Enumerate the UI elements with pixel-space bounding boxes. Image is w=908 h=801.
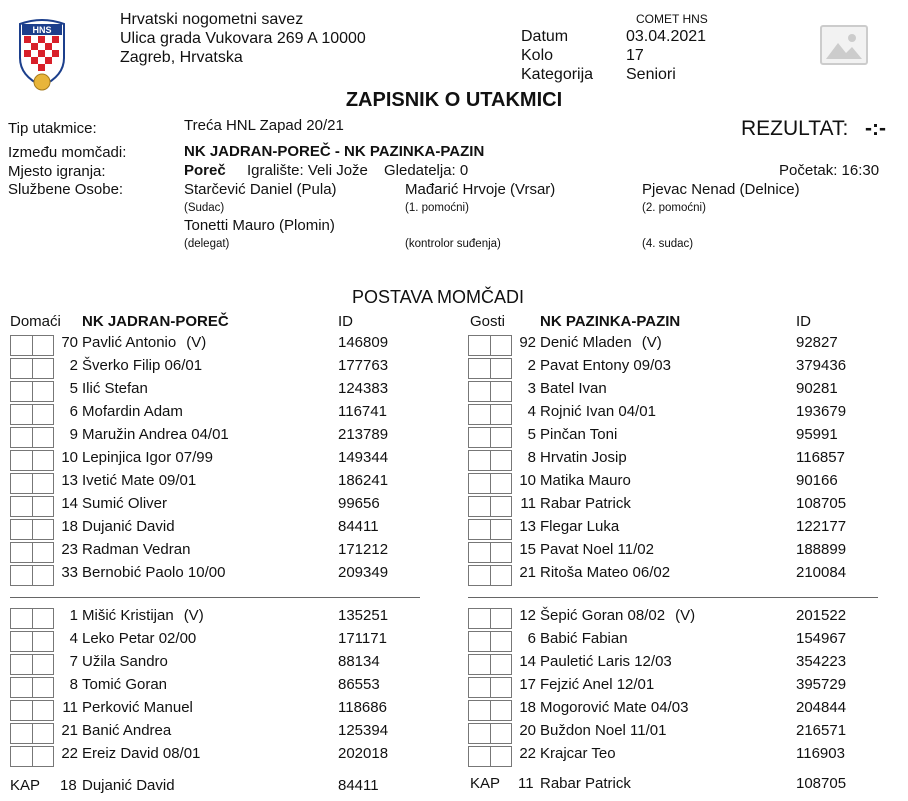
mark-box[interactable] [10, 677, 32, 698]
checkbox-pair[interactable] [10, 427, 54, 448]
player-id: 213789 [338, 426, 389, 443]
checkbox-pair[interactable] [10, 677, 54, 698]
mark-box[interactable] [468, 608, 490, 629]
player-suffix: (V) [675, 607, 696, 624]
checkbox-pair[interactable] [468, 427, 512, 448]
player-name: Ilić Stefan [82, 380, 148, 397]
mark-box[interactable] [32, 496, 54, 517]
mark-box[interactable] [32, 700, 54, 721]
player-id: 99656 [338, 495, 380, 512]
player-number: 11 [520, 495, 536, 512]
player-name: Banić Andrea [82, 722, 172, 739]
venue-label: Mjesto igranja: [8, 163, 106, 180]
mark-box[interactable] [10, 746, 32, 767]
checkbox-pair[interactable] [10, 700, 54, 721]
mark-box[interactable] [32, 335, 54, 356]
player-number: 33 [61, 564, 78, 581]
player-number: 4 [69, 630, 78, 647]
player-id: 95991 [796, 426, 838, 443]
category-value: Seniori [626, 66, 676, 83]
mark-box[interactable] [490, 608, 512, 629]
mark-box[interactable] [32, 723, 54, 744]
player-id: 116741 [338, 403, 387, 420]
mark-box[interactable] [32, 542, 54, 563]
player-number: 5 [527, 426, 536, 443]
mark-box[interactable] [468, 542, 490, 563]
player-name: Ereiz David 08/01 [82, 745, 201, 762]
player-number: 22 [61, 745, 78, 762]
player-id: 146809 [338, 334, 389, 351]
player-id: 171212 [338, 541, 389, 558]
player-name: Mofardin Adam [82, 403, 183, 420]
mark-box[interactable] [32, 450, 54, 471]
player-name: Lepinjica Igor 07/99 [82, 449, 213, 466]
player-id: 118686 [338, 699, 387, 716]
checkbox-pair[interactable] [10, 542, 54, 563]
player-number: 2 [527, 357, 536, 374]
image-placeholder-icon [820, 25, 868, 65]
player-id: 177763 [338, 357, 389, 374]
player-suffix: (V) [183, 607, 204, 624]
checkbox-pair[interactable] [468, 700, 512, 721]
player-name: Maružin Andrea 04/01 [82, 426, 229, 443]
checkbox-pair[interactable] [468, 473, 512, 494]
mark-box[interactable] [468, 427, 490, 448]
mark-box[interactable] [468, 677, 490, 698]
teams-label: Između momčadi: [8, 144, 127, 161]
player-id: 116857 [796, 449, 845, 466]
official-fourth-role: (4. sudac) [642, 238, 694, 250]
logo-letters: HNS [32, 25, 52, 35]
mark-box[interactable] [490, 542, 512, 563]
away-captain-number: 11 [518, 775, 534, 792]
player-id: 201522 [796, 607, 847, 624]
mark-box[interactable] [490, 381, 512, 402]
player-name: Denić Mladen [540, 334, 632, 351]
player-name: Mišić Kristijan [82, 607, 174, 624]
player-number: 6 [69, 403, 78, 420]
away-team-name: NK PAZINKA-PAZIN [540, 313, 681, 330]
mark-box[interactable] [468, 631, 490, 652]
checkbox-pair[interactable] [10, 496, 54, 517]
player-number: 9 [69, 426, 78, 443]
mark-box[interactable] [32, 677, 54, 698]
player-number: 23 [61, 541, 78, 558]
official-assistant2-name: Pjevac Nenad (Delnice) [642, 181, 800, 198]
official-assistant1-name: Mađarić Hrvoje (Vrsar) [405, 181, 556, 198]
mark-box[interactable] [490, 677, 512, 698]
mark-box[interactable] [468, 496, 490, 517]
player-number: 8 [69, 676, 78, 693]
mark-box[interactable] [490, 427, 512, 448]
teams: NK JADRAN-POREČ - NK PAZINKA-PAZIN [184, 143, 485, 160]
mark-box[interactable] [490, 496, 512, 517]
player-name: Užila Sandro [82, 653, 168, 670]
player-id: 395729 [796, 676, 847, 693]
mark-box[interactable] [468, 700, 490, 721]
mark-box[interactable] [468, 519, 490, 540]
match-type-label: Tip utakmice: [8, 120, 97, 137]
player-name: Tomić Goran [82, 676, 168, 693]
venue: Poreč [184, 162, 226, 179]
player-number: 8 [527, 449, 536, 466]
checkbox-pair[interactable] [468, 335, 512, 356]
away-label: Gosti [470, 313, 506, 330]
checkbox-pair[interactable] [10, 473, 54, 494]
official-referee-name: Starčević Daniel (Pula) [184, 181, 337, 198]
player-name: Šepić Goran 08/02 [540, 607, 666, 624]
mark-box[interactable] [490, 565, 512, 586]
round-value: 17 [626, 47, 644, 64]
player-id: 379436 [796, 357, 847, 374]
player-number: 18 [519, 699, 536, 716]
player-name: Perković Manuel [82, 699, 193, 716]
start-time: Početak: 16:30 [779, 162, 880, 179]
official-assistant2-role: (2. pomoćni) [642, 202, 706, 214]
mark-box[interactable] [468, 746, 490, 767]
player-number: 2 [69, 357, 78, 374]
player-name-with-suffix [82, 607, 204, 624]
mark-box[interactable] [10, 723, 32, 744]
player-name: Šverko Filip 06/01 [82, 357, 203, 374]
official-controller-role: (kontrolor suđenja) [405, 238, 501, 250]
home-id-header: ID [338, 313, 353, 330]
player-id: 90281 [796, 380, 838, 397]
result-label: REZULTAT: [741, 117, 849, 140]
player-number: 7 [69, 653, 78, 670]
mark-box[interactable] [10, 335, 32, 356]
mark-box[interactable] [32, 565, 54, 586]
away-divider [468, 597, 878, 598]
checkbox-pair[interactable] [468, 608, 512, 629]
mark-box[interactable] [490, 746, 512, 767]
player-id: 84411 [338, 518, 379, 535]
date-value: 03.04.2021 [626, 28, 707, 45]
player-name: Matika Mauro [540, 472, 631, 489]
checkbox-pair[interactable] [468, 519, 512, 540]
mark-box[interactable] [10, 700, 32, 721]
away-captain-id: 108705 [796, 775, 847, 792]
mark-box[interactable] [10, 450, 32, 471]
away-id-header: ID [796, 313, 811, 330]
mark-box[interactable] [32, 631, 54, 652]
result-value: -:- [865, 117, 886, 140]
checkbox-pair[interactable] [10, 746, 54, 767]
player-name-with-suffix [82, 334, 206, 351]
home-captain-name: Dujanić David [82, 777, 175, 794]
mark-box[interactable] [490, 335, 512, 356]
player-name: Batel Ivan [540, 380, 607, 397]
away-captain-label: KAP [470, 775, 501, 792]
mark-box[interactable] [10, 565, 32, 586]
checkbox-pair[interactable] [10, 358, 54, 379]
mark-box[interactable] [10, 631, 32, 652]
official-assistant1-role: (1. pomoćni) [405, 202, 469, 214]
official-delegate-role: (delegat) [184, 238, 230, 250]
mark-box[interactable] [32, 608, 54, 629]
mark-box[interactable] [10, 473, 32, 494]
player-name-with-suffix [540, 334, 662, 351]
mark-box[interactable] [468, 404, 490, 425]
checkbox-pair[interactable] [468, 404, 512, 425]
player-number: 70 [61, 334, 78, 351]
mark-box[interactable] [10, 381, 32, 402]
mark-box[interactable] [10, 358, 32, 379]
away-captain-name: Rabar Patrick [540, 775, 631, 792]
player-name: Dujanić David [82, 518, 175, 535]
player-id: 186241 [338, 472, 389, 489]
home-divider [10, 597, 420, 598]
mark-box[interactable] [10, 542, 32, 563]
mark-box[interactable] [468, 723, 490, 744]
player-id: 210084 [796, 564, 847, 581]
mark-box[interactable] [10, 519, 32, 540]
player-number: 20 [519, 722, 536, 739]
checkbox-pair[interactable] [10, 519, 54, 540]
player-number: 10 [61, 449, 78, 466]
date-label: Datum [521, 28, 569, 45]
mark-box[interactable] [468, 335, 490, 356]
player-name: Buždon Noel 11/01 [540, 722, 667, 739]
player-name: Pinčan Toni [540, 426, 618, 443]
officials-label: Službene Osobe: [8, 181, 124, 198]
player-id: 108705 [796, 495, 847, 512]
checkbox-pair[interactable] [10, 335, 54, 356]
player-id: 154967 [796, 630, 847, 647]
checkbox-pair[interactable] [10, 565, 54, 586]
mark-box[interactable] [490, 450, 512, 471]
mark-box[interactable] [490, 404, 512, 425]
player-name: Sumić Oliver [82, 495, 168, 512]
player-id: 216571 [796, 722, 847, 739]
mark-box[interactable] [32, 519, 54, 540]
player-number: 15 [519, 541, 536, 558]
player-id: 204844 [796, 699, 847, 716]
player-number: 17 [519, 676, 536, 693]
checkbox-pair[interactable] [10, 450, 54, 471]
checkbox-pair[interactable] [468, 723, 512, 744]
round-label: Kolo [521, 47, 554, 64]
player-name: Babić Fabian [540, 630, 628, 647]
player-name: Hrvatin Josip [540, 449, 627, 466]
federation-address: Ulica grada Vukovara 269 A 10000 [120, 30, 366, 47]
player-number: 13 [61, 472, 78, 489]
mark-box[interactable] [468, 358, 490, 379]
spectators: Gledatelja: 0 [384, 162, 469, 179]
player-number: 4 [527, 403, 536, 420]
player-number: 5 [69, 380, 78, 397]
player-number: 13 [519, 518, 536, 535]
player-id: 116903 [796, 745, 845, 762]
player-number: 92 [519, 334, 536, 351]
player-name: Rojnić Ivan 04/01 [540, 403, 656, 420]
player-name: Radman Vedran [82, 541, 191, 558]
mark-box[interactable] [490, 700, 512, 721]
home-captain-id: 84411 [338, 777, 379, 794]
mark-box[interactable] [10, 427, 32, 448]
mark-box[interactable] [32, 358, 54, 379]
checkbox-pair[interactable] [10, 404, 54, 425]
pitch: Igralište: Veli Jože [247, 162, 368, 179]
mark-box[interactable] [490, 723, 512, 744]
player-number: 6 [527, 630, 536, 647]
mark-box[interactable] [490, 473, 512, 494]
match-type: Treća HNL Zapad 20/21 [184, 117, 344, 134]
player-id: 209349 [338, 564, 389, 581]
mark-box[interactable] [32, 473, 54, 494]
mark-box[interactable] [32, 404, 54, 425]
checkbox-pair[interactable] [468, 631, 512, 652]
checkbox-pair[interactable] [468, 746, 512, 767]
checkbox-pair[interactable] [468, 450, 512, 471]
mark-box[interactable] [10, 654, 32, 675]
official-delegate-name: Tonetti Mauro (Plomin) [184, 217, 335, 234]
player-id: 124383 [338, 380, 389, 397]
mark-box[interactable] [490, 358, 512, 379]
mark-box[interactable] [10, 404, 32, 425]
player-number: 1 [69, 607, 78, 624]
player-name: Ivetić Mate 09/01 [82, 472, 197, 489]
page-title: ZAPISNIK O UTAKMICI [345, 89, 563, 111]
federation-name: Hrvatski nogometni savez [120, 11, 304, 28]
home-captain-label: KAP [10, 777, 41, 794]
player-number: 14 [519, 653, 536, 670]
player-number: 3 [527, 380, 536, 397]
hns-logo [16, 14, 68, 92]
player-name: Pauletić Laris 12/03 [540, 653, 672, 670]
mark-box[interactable] [468, 565, 490, 586]
player-number: 18 [61, 518, 78, 535]
player-suffix: (V) [186, 334, 207, 351]
player-number: 10 [519, 472, 536, 489]
checkbox-pair[interactable] [10, 608, 54, 629]
checkbox-pair[interactable] [10, 723, 54, 744]
mark-box[interactable] [490, 519, 512, 540]
official-referee-role: (Sudac) [184, 202, 225, 214]
player-id: 86553 [338, 676, 380, 693]
player-name: Pavlić Antonio [82, 334, 177, 351]
mark-box[interactable] [490, 654, 512, 675]
player-id: 202018 [338, 745, 389, 762]
player-name: Leko Petar 02/00 [82, 630, 197, 647]
checkbox-pair[interactable] [10, 381, 54, 402]
home-team-name: NK JADRAN-POREČ [82, 313, 229, 330]
checkbox-pair[interactable] [10, 654, 54, 675]
player-name: Mogorović Mate 04/03 [540, 699, 689, 716]
home-label: Domaći [10, 313, 61, 330]
player-id: 135251 [338, 607, 389, 624]
mark-box[interactable] [468, 473, 490, 494]
player-id: 90166 [796, 472, 838, 489]
player-id: 171171 [338, 630, 387, 647]
player-id: 193679 [796, 403, 847, 420]
checkbox-pair[interactable] [468, 381, 512, 402]
checkbox-pair[interactable] [468, 358, 512, 379]
player-number: 14 [61, 495, 78, 512]
lineups-title: POSTAVA MOMČADI [352, 287, 525, 307]
player-id: 122177 [796, 518, 847, 535]
player-suffix: (V) [641, 334, 662, 351]
player-name: Flegar Luka [540, 518, 620, 535]
player-id: 92827 [796, 334, 838, 351]
player-number: 21 [61, 722, 78, 739]
player-number: 22 [519, 745, 536, 762]
checkbox-pair[interactable] [468, 654, 512, 675]
mark-box[interactable] [32, 427, 54, 448]
mark-box[interactable] [32, 654, 54, 675]
checkbox-pair[interactable] [468, 542, 512, 563]
mark-box[interactable] [468, 450, 490, 471]
checkbox-pair[interactable] [468, 677, 512, 698]
player-name: Ritoša Mateo 06/02 [540, 564, 671, 581]
player-number: 21 [519, 564, 536, 581]
category-label: Kategorija [521, 66, 594, 83]
player-id: 88134 [338, 653, 380, 670]
checkbox-pair[interactable] [468, 496, 512, 517]
checkbox-pair[interactable] [10, 631, 54, 652]
mark-box[interactable] [32, 381, 54, 402]
home-captain-number: 18 [60, 777, 77, 794]
mark-box[interactable] [32, 746, 54, 767]
mark-box[interactable] [10, 496, 32, 517]
federation-city: Zagreb, Hrvatska [120, 49, 243, 66]
player-name: Fejzić Anel 12/01 [540, 676, 655, 693]
mark-box[interactable] [468, 381, 490, 402]
mark-box[interactable] [10, 608, 32, 629]
player-id: 125394 [338, 722, 389, 739]
mark-box[interactable] [490, 631, 512, 652]
checkbox-pair[interactable] [468, 565, 512, 586]
player-name: Pavat Entony 09/03 [540, 357, 671, 374]
player-id: 354223 [796, 653, 847, 670]
player-name-with-suffix [540, 607, 695, 624]
player-number: 12 [519, 607, 536, 624]
mark-box[interactable] [468, 654, 490, 675]
player-name: Krajcar Teo [540, 745, 616, 762]
player-name: Pavat Noel 11/02 [540, 541, 654, 558]
player-name: Bernobić Paolo 10/00 [82, 564, 226, 581]
player-name: Rabar Patrick [540, 495, 631, 512]
player-id: 188899 [796, 541, 847, 558]
comet-system: COMET HNS [636, 12, 708, 26]
player-number: 11 [62, 699, 78, 716]
player-id: 149344 [338, 449, 389, 466]
